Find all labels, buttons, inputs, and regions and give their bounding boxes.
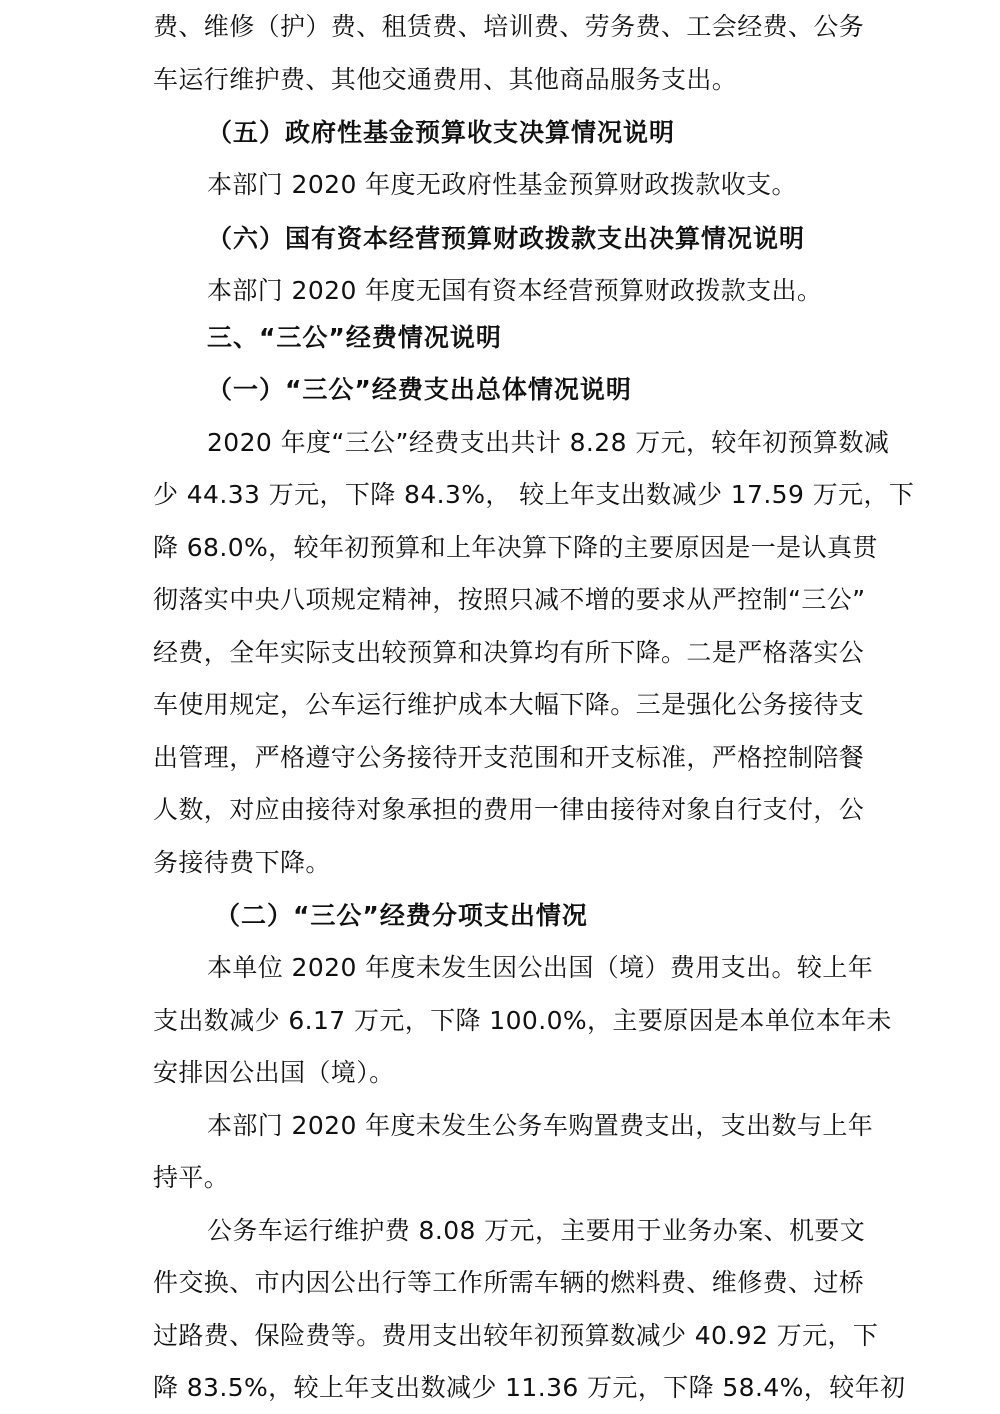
paragraph-line: 降 68.0%，较年初预算和上年决算下降的主要原因是一是认真贯 bbox=[153, 533, 878, 562]
paragraph-line: 车使用规定，公车运行维护成本大幅下降。三是强化公务接待支 bbox=[153, 690, 865, 719]
paragraph-line: 务接待费下降。 bbox=[153, 848, 331, 877]
paragraph-line: 经费，全年实际支出较预算和决算均有所下降。二是严格落实公 bbox=[153, 638, 865, 667]
paragraph-line: 公务车运行维护费 8.08 万元，主要用于业务办案、机要文 bbox=[207, 1216, 866, 1245]
section-heading: （一）“三公”经费支出总体情况说明 bbox=[207, 375, 632, 404]
paragraph-line: 出管理，严格遵守公务接待开支范围和开支标准，严格控制陪餐 bbox=[153, 743, 865, 772]
paragraph-line: 本部门 2020 年度无国有资本经营预算财政拨款支出。 bbox=[207, 276, 823, 305]
section-heading: （二）“三公”经费分项支出情况 bbox=[215, 901, 588, 930]
chapter-heading: 三、“三公”经费情况说明 bbox=[207, 323, 502, 352]
section-heading: （五）政府性基金预算收支决算情况说明 bbox=[207, 118, 676, 147]
paragraph-line: 过路费、保险费等。费用支出较年初预算数减少 40.92 万元，下 bbox=[153, 1321, 879, 1350]
paragraph-line: 费、维修（护）费、租赁费、培训费、劳务费、工会经费、公务 bbox=[153, 12, 865, 41]
paragraph-line: 车运行维护费、其他交通费用、其他商品服务支出。 bbox=[153, 65, 738, 94]
paragraph-line: 2020 年度“三公”经费支出共计 8.28 万元，较年初预算数减 bbox=[207, 428, 890, 457]
paragraph-line: 本单位 2020 年度未发生因公出国（境）费用支出。较上年 bbox=[207, 953, 874, 982]
paragraph-line: 持平。 bbox=[153, 1163, 230, 1192]
paragraph-line: 人数，对应由接待对象承担的费用一律由接待对象自行支付，公 bbox=[153, 795, 865, 824]
paragraph-line: 少 44.33 万元，下降 84.3%， 较上年支出数减少 17.59 万元，下 bbox=[153, 480, 915, 509]
paragraph-line: 安排因公出国（境）。 bbox=[153, 1058, 395, 1087]
paragraph-line: 彻落实中央八项规定精神，按照只减不增的要求从严控制“三公” bbox=[153, 585, 866, 614]
paragraph-line: 支出数减少 6.17 万元，下降 100.0%，主要原因是本单位本年未 bbox=[153, 1006, 892, 1035]
paragraph-line: 本部门 2020 年度无政府性基金预算财政拨款收支。 bbox=[207, 170, 797, 199]
section-heading: （六）国有资本经营预算财政拨款支出决算情况说明 bbox=[207, 224, 806, 253]
paragraph-line: 降 83.5%，较上年支出数减少 11.36 万元，下降 58.4%，较年初 bbox=[153, 1373, 906, 1402]
paragraph-line: 本部门 2020 年度未发生公务车购置费支出，支出数与上年 bbox=[207, 1111, 874, 1140]
paragraph-line: 件交换、市内因公出行等工作所需车辆的燃料费、维修费、过桥 bbox=[153, 1268, 865, 1297]
